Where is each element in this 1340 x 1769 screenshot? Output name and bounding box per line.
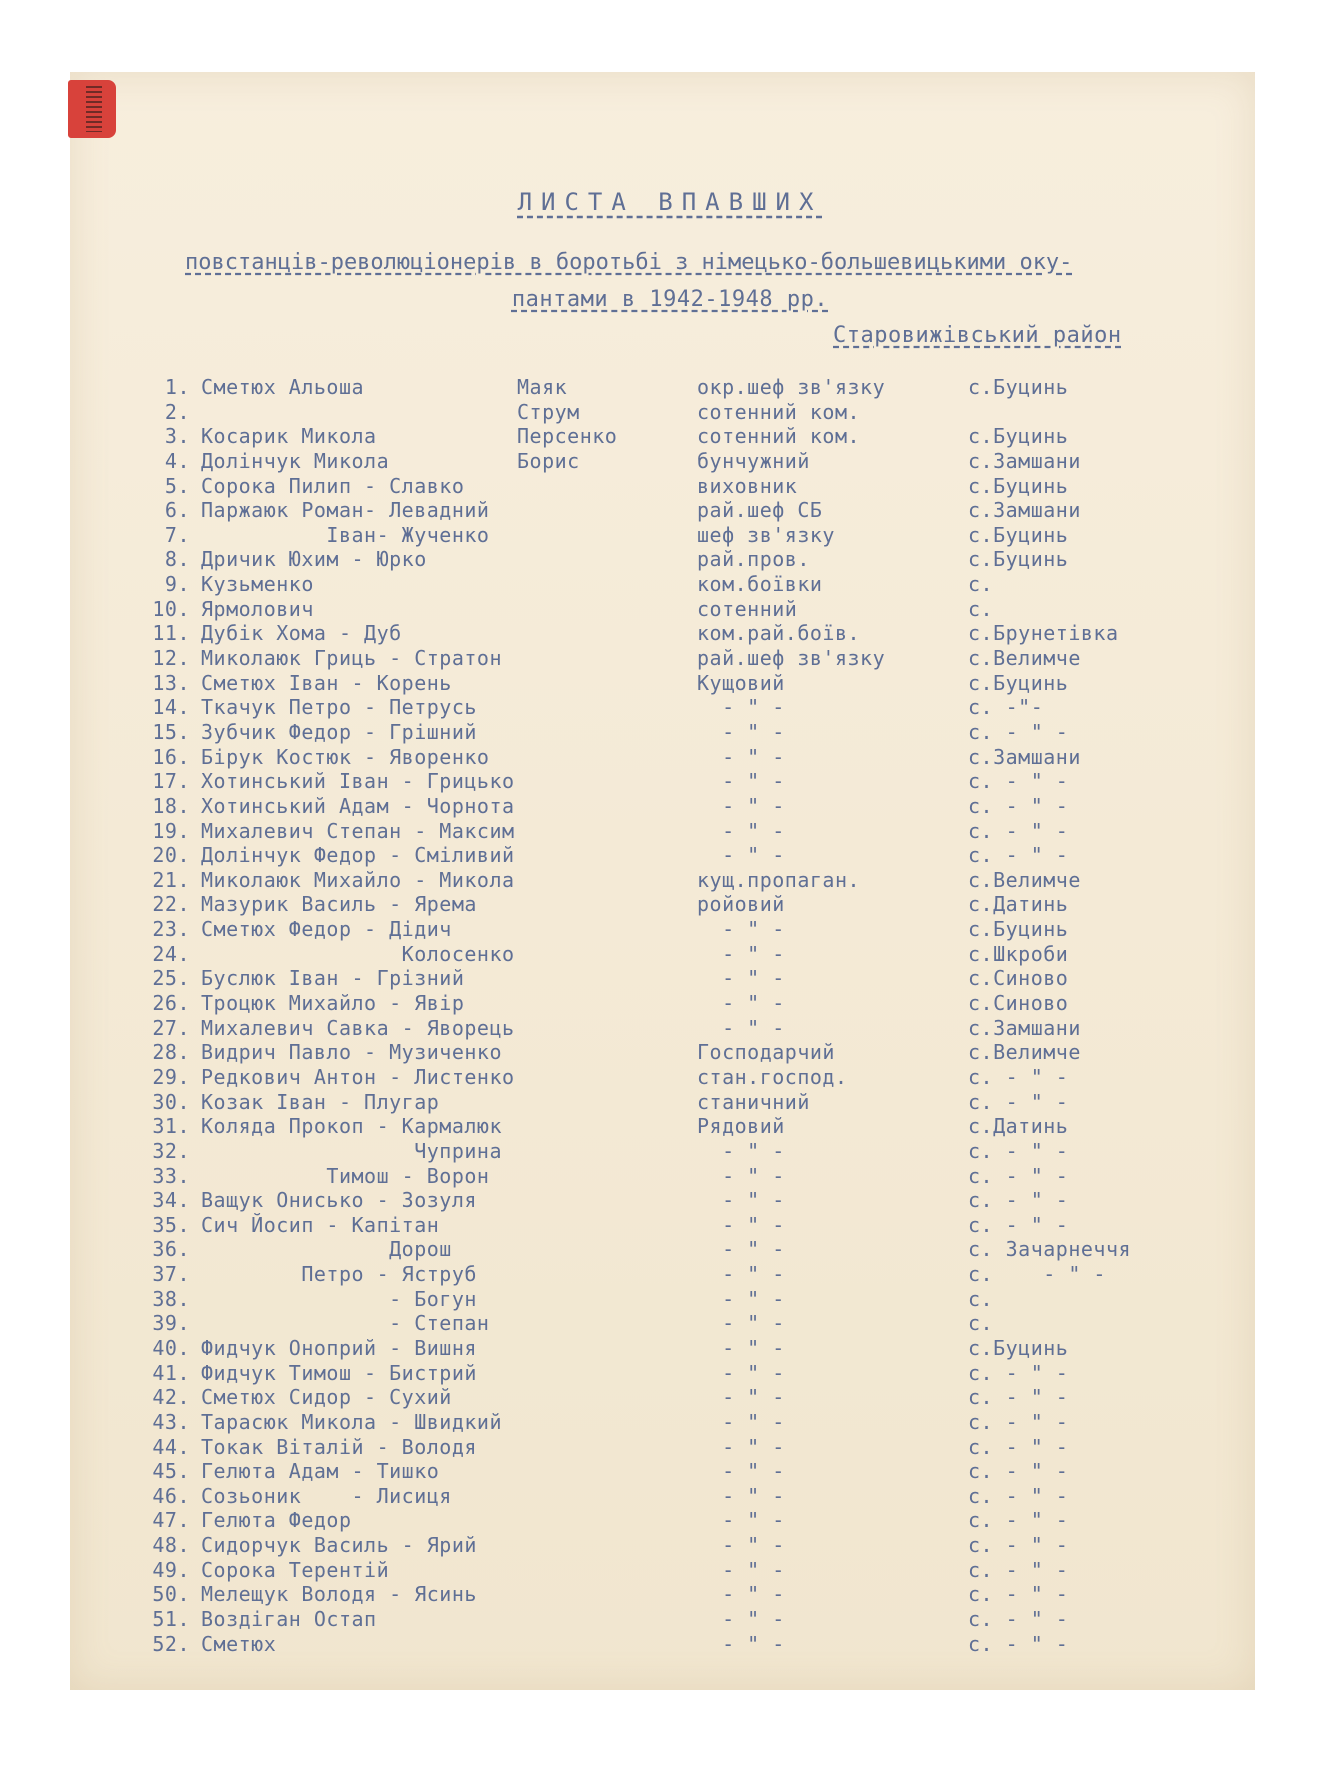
- entry-number: 43.: [152, 1409, 190, 1434]
- entry-village: с.Буцинь: [968, 375, 1069, 399]
- entry-village: с.Велимче: [968, 646, 1081, 671]
- list-item: [0, 1090, 1340, 1115]
- entry-number: 19.: [152, 818, 190, 843]
- entry-position: стан.господ.: [697, 1064, 848, 1089]
- entry-position: - " -: [697, 1188, 785, 1213]
- entry-name: Тарасюк Микола - Швидкий: [201, 1409, 502, 1434]
- entry-name: Миколаюк Гриць - Стратон: [201, 646, 502, 671]
- entry-village: с.Замшани: [968, 498, 1081, 523]
- entry-name: Мелещук Володя - Ясинь: [201, 1582, 477, 1607]
- entry-position: - " -: [697, 1286, 785, 1311]
- entry-village: с. - " -: [968, 1582, 1069, 1607]
- entry-number: 41.: [152, 1360, 190, 1385]
- entry-number: 4.: [164, 448, 190, 473]
- entry-village: с.Буцинь: [968, 1335, 1069, 1360]
- list-item: [0, 424, 1340, 449]
- list-item: [0, 646, 1340, 671]
- entry-village: с.Шкроби: [968, 941, 1069, 966]
- entry-number: 22.: [152, 892, 190, 917]
- entry-village: с.Замшани: [968, 744, 1081, 769]
- entry-name: Сорока Терентій: [201, 1557, 390, 1582]
- entry-name: Троцюк Михайло - Явір: [201, 991, 465, 1016]
- entry-number: 8.: [164, 547, 190, 572]
- entry-position: ройовий: [697, 892, 785, 917]
- list-item: [0, 547, 1340, 572]
- entry-name: Бірук Костюк - Яворенко: [201, 744, 490, 769]
- list-item: [0, 695, 1340, 720]
- entry-name: Коляда Прокоп - Кармалюк: [201, 1114, 502, 1139]
- entry-name: Сметюх Іван - Корень: [201, 670, 452, 695]
- entry-name: Сидорчук Василь - Ярий: [201, 1533, 477, 1558]
- entry-number: 7.: [164, 522, 190, 547]
- entry-position: - " -: [697, 1582, 785, 1607]
- entry-position: окр.шеф зв'язку: [697, 375, 886, 399]
- entry-village: с. - " -: [968, 1212, 1069, 1237]
- archive-tab: [68, 80, 116, 138]
- entry-position: - " -: [697, 1459, 785, 1484]
- entry-village: с.Брунетівка: [968, 621, 1119, 646]
- list-item: [0, 1311, 1340, 1336]
- entry-number: 46.: [152, 1483, 190, 1508]
- entry-number: 17.: [152, 769, 190, 794]
- entry-number: 13.: [152, 670, 190, 695]
- entry-position: - " -: [697, 917, 785, 942]
- entry-village: с.Датинь: [968, 1114, 1069, 1139]
- entry-position: - " -: [697, 793, 785, 818]
- entry-name: Тимош - Ворон: [201, 1163, 490, 1188]
- entry-number: 10.: [152, 596, 190, 621]
- entry-number: 42.: [152, 1385, 190, 1410]
- entry-name: Миколаюк Михайло - Микола: [201, 867, 515, 892]
- entry-name: Ващук Онисько - Зозуля: [201, 1188, 477, 1213]
- entry-number: 31.: [152, 1114, 190, 1139]
- entry-position: - " -: [697, 1163, 785, 1188]
- entry-village: с. - " -: [968, 719, 1069, 744]
- entry-number: 2.: [164, 399, 190, 424]
- entry-village: с.Замшани: [968, 448, 1081, 473]
- entry-name: Козак Іван - Плугар: [201, 1089, 440, 1114]
- list-item: [0, 745, 1340, 770]
- entry-village: с. - " -: [968, 1607, 1069, 1632]
- list-item: [0, 400, 1340, 425]
- list-item: [0, 1533, 1340, 1558]
- entry-name: Ткачук Петро - Петрусь: [201, 695, 477, 720]
- entry-position: рай.шеф СБ: [697, 498, 823, 523]
- entry-position: Кущовий: [697, 670, 785, 695]
- entry-village: с.: [968, 1286, 994, 1311]
- list-item: [0, 498, 1340, 523]
- entry-village: с. - " -: [968, 1409, 1069, 1434]
- entry-name: - Степан: [201, 1311, 490, 1336]
- entry-village: с. - " -: [968, 1533, 1069, 1558]
- entry-number: 37.: [152, 1262, 190, 1287]
- entry-position: - " -: [697, 1360, 785, 1385]
- entry-village: с. - " -: [968, 1459, 1069, 1484]
- entry-name: Токак Віталій - Володя: [201, 1434, 477, 1459]
- entry-name: Видрич Павло - Музиченко: [201, 1040, 502, 1065]
- entry-position: - " -: [697, 695, 785, 720]
- entry-village: с. - " -: [968, 1631, 1069, 1656]
- entry-name: Михалевич Савка - Яворець: [201, 1015, 515, 1040]
- list-item: [0, 1582, 1340, 1607]
- entry-number: 3.: [164, 424, 190, 449]
- entry-name: Долінчук Федор - Сміливий: [201, 843, 515, 868]
- list-item: [0, 1164, 1340, 1189]
- list-item: [0, 1237, 1340, 1262]
- list-item: [0, 375, 1340, 400]
- document-subtitle-line2: пантами в 1942-1948 рр.: [511, 287, 829, 312]
- entry-number: 51.: [152, 1607, 190, 1632]
- entry-position: - " -: [697, 769, 785, 794]
- entry-position: - " -: [697, 1311, 785, 1336]
- list-item: [0, 769, 1340, 794]
- entry-number: 25.: [152, 966, 190, 991]
- entry-position: ком.рай.боїв.: [697, 621, 861, 646]
- entry-village: с. - " -: [968, 1483, 1069, 1508]
- entry-number: 23.: [152, 917, 190, 942]
- entry-number: 34.: [152, 1188, 190, 1213]
- entry-name: Воздіган Остап: [201, 1607, 377, 1632]
- entry-position: - " -: [697, 1483, 785, 1508]
- list-item: [0, 720, 1340, 745]
- entry-number: 39.: [152, 1311, 190, 1336]
- entry-village: с. Зачарнеччя: [968, 1237, 1132, 1262]
- list-item: [0, 1385, 1340, 1410]
- entry-village: с.Замшани: [968, 1015, 1081, 1040]
- entry-village: с.Буцинь: [968, 424, 1069, 449]
- entry-name: Сметюх Сидор - Сухий: [201, 1385, 452, 1410]
- entry-number: 1.: [164, 375, 190, 399]
- entry-number: 15.: [152, 719, 190, 744]
- entry-position: - " -: [697, 1262, 785, 1287]
- entry-number: 14.: [152, 695, 190, 720]
- entry-village: с. - " -: [968, 1064, 1069, 1089]
- list-item: [0, 892, 1340, 917]
- entry-number: 29.: [152, 1064, 190, 1089]
- entry-position: - " -: [697, 1237, 785, 1262]
- list-item: [0, 1114, 1340, 1139]
- entry-number: 5.: [164, 473, 190, 498]
- entry-number: 33.: [152, 1163, 190, 1188]
- entry-number: 26.: [152, 991, 190, 1016]
- entry-village: с.Велимче: [968, 867, 1081, 892]
- entry-name: Михалевич Степан - Максим: [201, 818, 515, 843]
- entry-name: Колосенко: [201, 941, 515, 966]
- entry-alias: Персенко: [517, 424, 618, 449]
- entry-number: 44.: [152, 1434, 190, 1459]
- entry-position: ком.боївки: [697, 572, 823, 597]
- entry-position: сотенний ком.: [697, 424, 861, 449]
- list-item: [0, 1016, 1340, 1041]
- entry-village: с. - " -: [968, 793, 1069, 818]
- entry-village: с. - " -: [968, 1089, 1069, 1114]
- entry-village: с. - " -: [968, 1360, 1069, 1385]
- entry-position: - " -: [697, 1631, 785, 1656]
- entry-position: сотенний: [697, 596, 798, 621]
- document-subtitle-line1: повстанців-революціонерів в боротьбі з німецько-большевицькими оку-: [185, 250, 1073, 275]
- list-item: [0, 1632, 1340, 1657]
- entry-position: Рядовий: [697, 1114, 785, 1139]
- entry-name: Мазурик Василь - Ярема: [201, 892, 477, 917]
- entry-number: 50.: [152, 1582, 190, 1607]
- entry-village: с. - " -: [968, 1385, 1069, 1410]
- entry-name: Ярмолович: [201, 596, 314, 621]
- list-item: [0, 966, 1340, 991]
- list-item: [0, 671, 1340, 696]
- entry-name: Кузьменко: [201, 572, 314, 597]
- entry-name: Іван- Жученко: [201, 522, 490, 547]
- list-item: [0, 621, 1340, 646]
- list-item: [0, 843, 1340, 868]
- entry-village: с.Синово: [968, 966, 1069, 991]
- list-item: [0, 1139, 1340, 1164]
- entry-village: с.Буцинь: [968, 670, 1069, 695]
- entry-name: Сорока Пилип - Славко: [201, 473, 465, 498]
- entry-name: Гелюта Адам - Тишко: [201, 1459, 440, 1484]
- list-item: [0, 1065, 1340, 1090]
- entry-village: с. - " -: [968, 1163, 1069, 1188]
- list-item: [0, 1213, 1340, 1238]
- entry-position: - " -: [697, 991, 785, 1016]
- entry-position: кущ.пропаган.: [697, 867, 861, 892]
- entry-number: 24.: [152, 941, 190, 966]
- entry-position: - " -: [697, 1557, 785, 1582]
- entry-position: рай.шеф зв'язку: [697, 646, 886, 671]
- entry-name: Гелюта Федор: [201, 1508, 352, 1533]
- entry-position: бунчужний: [697, 448, 810, 473]
- entry-position: - " -: [697, 1212, 785, 1237]
- entry-village: с. - " -: [968, 769, 1069, 794]
- entry-village: с.Буцинь: [968, 473, 1069, 498]
- entry-number: 48.: [152, 1533, 190, 1558]
- entry-village: с. - " -: [968, 1188, 1069, 1213]
- list-item: [0, 1336, 1340, 1361]
- entry-number: 27.: [152, 1015, 190, 1040]
- entry-position: - " -: [697, 744, 785, 769]
- entry-name: Фидчук Оноприй - Вишня: [201, 1335, 477, 1360]
- entry-position: - " -: [697, 1138, 785, 1163]
- entry-name: Долінчук Микола: [201, 448, 390, 473]
- list-item: [0, 1508, 1340, 1533]
- entry-number: 35.: [152, 1212, 190, 1237]
- entry-name: Дричик Юхим - Юрко: [201, 547, 427, 572]
- list-item: [0, 1262, 1340, 1287]
- entry-number: 12.: [152, 646, 190, 671]
- entry-number: 32.: [152, 1138, 190, 1163]
- list-item: [0, 597, 1340, 622]
- entry-name: Сметюх: [201, 1631, 277, 1656]
- entry-village: с. - " -: [968, 1262, 1106, 1287]
- entry-position: виховник: [697, 473, 798, 498]
- entry-position: шеф зв'язку: [697, 522, 835, 547]
- list-item: [0, 991, 1340, 1016]
- entry-name: Дорош: [201, 1237, 452, 1262]
- entry-name: Хотинський Адам - Чорнота: [201, 793, 515, 818]
- district-heading: Старовижівський район: [833, 323, 1122, 348]
- entry-number: 45.: [152, 1459, 190, 1484]
- entry-village: с.: [968, 572, 994, 597]
- entry-position: - " -: [697, 966, 785, 991]
- entry-alias: Борис: [517, 448, 580, 473]
- entry-village: с. - " -: [968, 1434, 1069, 1459]
- entry-name: Косарик Микола: [201, 424, 377, 449]
- entry-village: с.Синово: [968, 991, 1069, 1016]
- entry-village: с. - " -: [968, 1138, 1069, 1163]
- entry-position: - " -: [697, 1335, 785, 1360]
- list-item: [0, 868, 1340, 893]
- list-item: [0, 1188, 1340, 1213]
- list-item: [0, 819, 1340, 844]
- entry-number: 38.: [152, 1286, 190, 1311]
- entry-position: - " -: [697, 1508, 785, 1533]
- entry-position: станичний: [697, 1089, 810, 1114]
- entry-number: 52.: [152, 1631, 190, 1656]
- list-item: [0, 794, 1340, 819]
- entry-name: Фидчук Тимош - Бистрий: [201, 1360, 477, 1385]
- list-item: [0, 474, 1340, 499]
- entry-name: Чуприна: [201, 1138, 502, 1163]
- entry-village: с.Буцинь: [968, 917, 1069, 942]
- entry-village: с.: [968, 596, 994, 621]
- entry-number: 49.: [152, 1557, 190, 1582]
- list-item: [0, 1410, 1340, 1435]
- entry-village: с. - " -: [968, 843, 1069, 868]
- entry-position: - " -: [697, 941, 785, 966]
- entry-name: Дубік Хома - Дуб: [201, 621, 402, 646]
- list-item: [0, 917, 1340, 942]
- entry-name: Сметюх Альоша: [201, 375, 365, 399]
- entry-alias: Струм: [517, 399, 580, 424]
- list-item: [0, 1558, 1340, 1583]
- entry-village: с.Буцинь: [968, 547, 1069, 572]
- entry-position: - " -: [697, 1409, 785, 1434]
- entry-village: с.: [968, 1311, 994, 1336]
- entry-position: - " -: [697, 1607, 785, 1632]
- entry-name: Паржаюк Роман- Левадний: [201, 498, 490, 523]
- entry-number: 40.: [152, 1335, 190, 1360]
- entry-position: - " -: [697, 1385, 785, 1410]
- entry-position: рай.пров.: [697, 547, 810, 572]
- entry-number: 30.: [152, 1089, 190, 1114]
- list-item: [0, 1040, 1340, 1065]
- entry-name: Хотинський Іван - Грицько: [201, 769, 515, 794]
- entry-village: с. - " -: [968, 1508, 1069, 1533]
- entry-name: Редкович Антон - Листенко: [201, 1064, 515, 1089]
- list-item: [0, 1361, 1340, 1386]
- entry-position: сотенний ком.: [697, 399, 861, 424]
- entry-position: - " -: [697, 1434, 785, 1459]
- entry-number: 18.: [152, 793, 190, 818]
- entry-village: с. - " -: [968, 1557, 1069, 1582]
- entry-position: Господарчий: [697, 1040, 835, 1065]
- entry-village: с.Велимче: [968, 1040, 1081, 1065]
- entry-number: 9.: [164, 572, 190, 597]
- entry-position: - " -: [697, 1533, 785, 1558]
- entry-number: 28.: [152, 1040, 190, 1065]
- entry-position: - " -: [697, 818, 785, 843]
- entry-village: с. - " -: [968, 818, 1069, 843]
- entry-number: 47.: [152, 1508, 190, 1533]
- list-item: [0, 1607, 1340, 1632]
- list-item: [0, 1287, 1340, 1312]
- entry-name: Петро - Яструб: [201, 1262, 477, 1287]
- entry-number: 21.: [152, 867, 190, 892]
- list-item: [0, 1435, 1340, 1460]
- list-item: [0, 572, 1340, 597]
- entry-position: - " -: [697, 719, 785, 744]
- list-item: [0, 1484, 1340, 1509]
- entry-name: Буслюк Іван - Грізний: [201, 966, 465, 991]
- entry-name: Созьоник - Лисиця: [201, 1483, 452, 1508]
- entry-position: - " -: [697, 1015, 785, 1040]
- list-item: [0, 523, 1340, 548]
- entry-number: 16.: [152, 744, 190, 769]
- entry-name: Зубчик Федор - Грішний: [201, 719, 477, 744]
- entry-village: с.Датинь: [968, 892, 1069, 917]
- list-of-fallen: [0, 375, 1340, 1656]
- entry-number: 20.: [152, 843, 190, 868]
- entry-number: 36.: [152, 1237, 190, 1262]
- entry-name: Сметюх Федор - Дідич: [201, 917, 452, 942]
- list-item: [0, 942, 1340, 967]
- entry-name: - Богун: [201, 1286, 477, 1311]
- document-title: ЛИСТА ВПАВШИХ: [517, 188, 823, 216]
- entry-name: Сич Йосип - Капітан: [201, 1212, 440, 1237]
- entry-alias: Маяк: [517, 375, 568, 399]
- entry-position: - " -: [697, 843, 785, 868]
- list-item: [0, 449, 1340, 474]
- entry-number: 6.: [164, 498, 190, 523]
- entry-village: с. -"-: [968, 695, 1044, 720]
- list-item: [0, 1459, 1340, 1484]
- entry-number: 11.: [152, 621, 190, 646]
- entry-village: с.Буцинь: [968, 522, 1069, 547]
